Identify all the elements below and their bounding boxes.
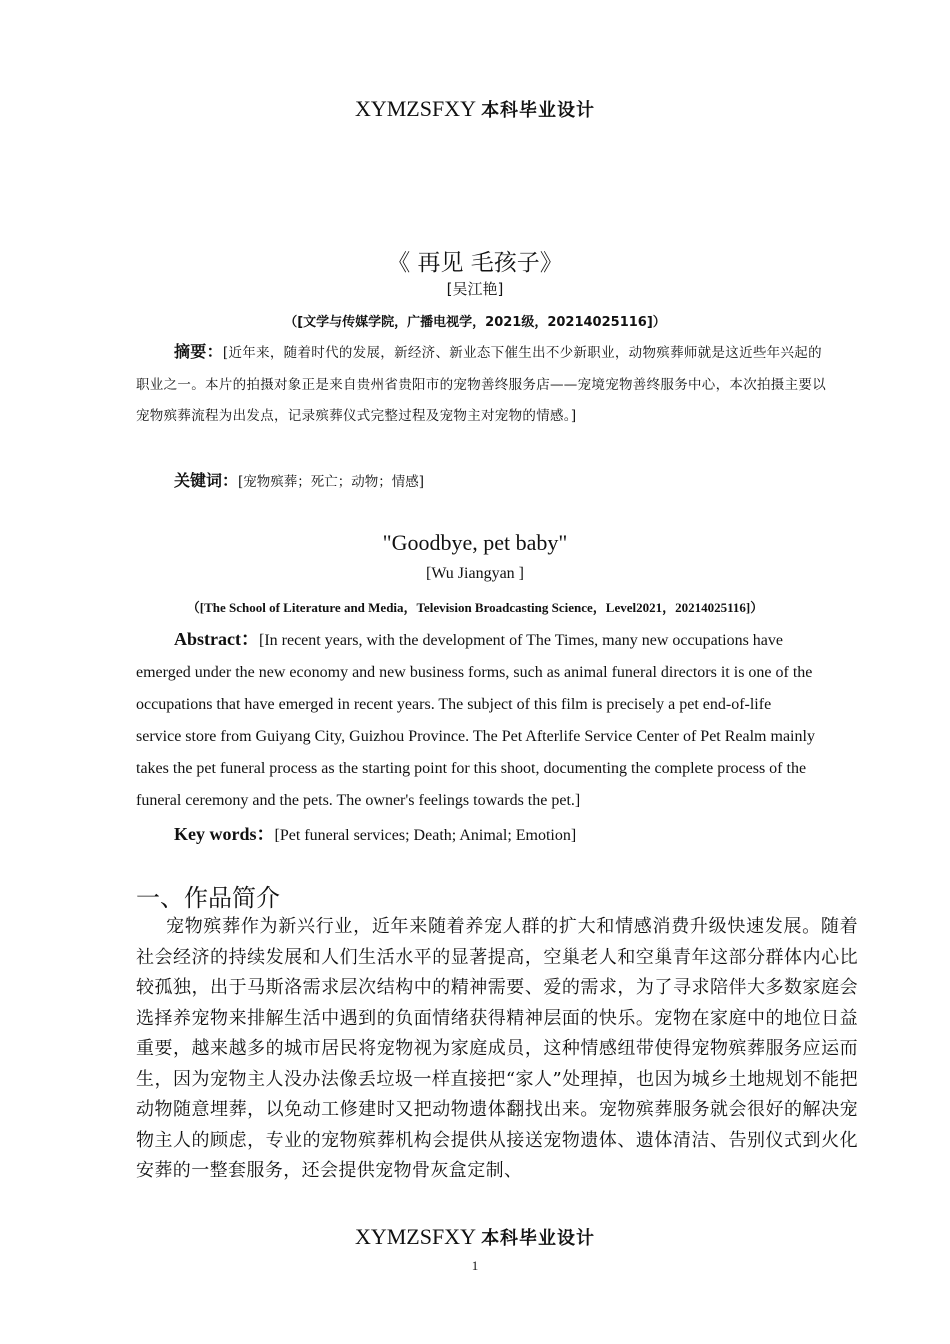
page-footer xyxy=(0,1224,950,1250)
cn-title: 《 再见 毛孩子》 xyxy=(387,250,563,276)
en-title: "Goodbye, pet baby" xyxy=(382,530,568,555)
en-affiliation: （[The School of Literature and Media，Television Broadcasting Science，Level2021，20214025116]） xyxy=(186,600,764,615)
header-latin: XYMZSFXY xyxy=(354,96,476,121)
page-header xyxy=(0,96,950,122)
footer-latin: XYMZSFXY xyxy=(354,1224,476,1249)
section-body: 宠物殡葬作为新兴行业，近年来随着养宠人群的扩大和情感消费升级快速发展。随着社会经济的持续发展和人们生活水平的显著提高，空巢老人和空巢青年这部分群体内心比较孤独，出于马斯洛需求层次结构中的精神需要、爱的需求，为了寻求陪伴大多数家庭会选择养宠物来排解生活中遇到的负面情绪获得精神层面的快乐。宠物在家庭中的地位日益重要，越来越多的城市居民将宠物视为家庭成员，这种情感纽带使得宠物殡葬服务应运而生，因为宠物主人没办法像丢垃圾一样直接把“家人”处理掉，也因为城乡土地规划不能把动物随意埋葬，以免动工修建时又把动物遗体翻找出来。宠物殡葬服务就会很好的解决宠物主人的顾虑，专业的宠物殡葬机构会提供从接送宠物遗体、遗体清洁、告别仪式到火化安葬的一整套服务，还会提供宠物骨灰盒定制、 xyxy=(136,916,858,1181)
cn-keywords-text: [宠物殡葬；死亡；动物；情感] xyxy=(238,474,425,490)
page-number: 1 xyxy=(471,1258,479,1273)
en-keywords-text: [Pet funeral services; Death; Animal; Emotion] xyxy=(274,827,577,844)
cn-abstract-text: [近年来，随着时代的发展，新经济、新业态下催生出不少新职业，动物殡葬师就是这近些年兴起的职业之一。本片的拍摄对象正是来自贵州省贵阳市的宠物善终服务店——宠境宠物善终服务中心，本次拍摄主要以宠物殡葬流程为出发点，记录殡葬仪式完整过程及宠物主对宠物的情感。] xyxy=(136,345,826,424)
en-abstract-text: [In recent years, with the development of The Times, many new occupations have emerged under the new economy and new business forms, such as animal funeral directors it is one of the occupations that have emerged in recent years. The subject of this film is precisely a pet end-of-life service store from Guiyang City, Guizhou Province. The Pet Afterlife Service Center of Pet Realm mainly takes the pet funeral process as the starting point for this shoot, documenting the complete process of the funeral ceremony and the pets. The owner's feelings towards the pet.] xyxy=(136,632,815,809)
cn-keywords-label: 关键词： xyxy=(174,471,239,490)
cn-affiliation: （[文学与传媒学院，广播电视学，2021级，20214025116]） xyxy=(284,315,666,330)
footer-cjk: 本科毕业设计 xyxy=(481,1228,596,1249)
cn-abstract xyxy=(136,336,826,433)
en-author: [Wu Jiangyan ] xyxy=(426,565,524,582)
en-keywords-label: Key words： xyxy=(174,824,275,844)
en-keywords xyxy=(136,820,826,846)
cn-author: [吴江艳] xyxy=(446,280,504,298)
header-cjk: 本科毕业设计 xyxy=(481,100,596,121)
cn-abstract-label: 摘要： xyxy=(174,342,223,361)
en-abstract xyxy=(136,623,816,817)
cn-keywords xyxy=(136,468,826,491)
en-abstract-label: Abstract： xyxy=(174,629,259,649)
section-heading: 一、作品简介 xyxy=(136,884,280,912)
